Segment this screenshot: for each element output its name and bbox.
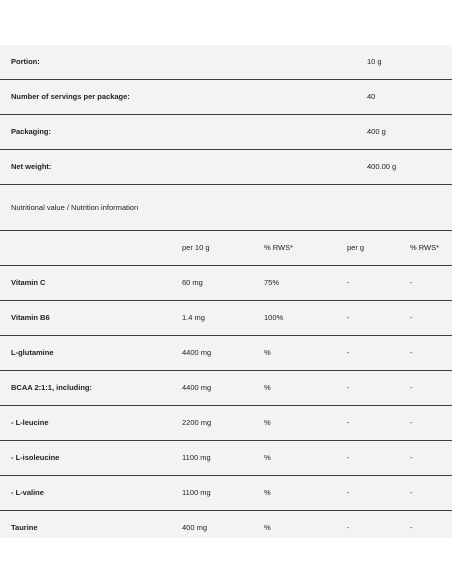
nutrient-rws-portion: % <box>264 348 271 357</box>
table-row <box>0 371 452 406</box>
nutrient-name: L-glutamine <box>11 348 54 357</box>
nutrient-rws-portion: % <box>264 453 271 462</box>
table-row <box>0 336 452 371</box>
column-header: per g <box>347 243 365 252</box>
nutrient-per-portion: 1100 mg <box>182 453 211 462</box>
nutrient-per-portion: 1100 mg <box>182 488 211 497</box>
nutrient-per-g: - <box>347 278 350 287</box>
table-row <box>0 441 452 476</box>
nutrient-rws-g: - <box>410 418 413 427</box>
nutrient-rws-portion: % <box>264 523 271 532</box>
nutrient-rws-portion: % <box>264 418 271 427</box>
spec-value: 400.00 g <box>367 162 397 171</box>
nutrient-per-portion: 400 mg <box>182 523 208 532</box>
nutrient-name: BCAA 2:1:1, including: <box>11 383 92 392</box>
spec-row-net-weight <box>0 150 452 185</box>
nutrient-rws-portion: % <box>264 488 271 497</box>
nutrient-per-g: - <box>347 383 350 392</box>
spec-value: 400 g <box>367 127 386 136</box>
nutrient-per-g: - <box>347 488 350 497</box>
column-header: % RWS* <box>410 243 440 252</box>
nutrient-name: Taurine <box>11 523 38 532</box>
nutrient-per-g: - <box>347 418 350 427</box>
nutrient-rws-g: - <box>410 488 413 497</box>
nutrient-rws-portion: 75% <box>264 278 280 287</box>
nutrient-rws-g: - <box>410 383 413 392</box>
column-header: per 10 g <box>182 243 210 252</box>
column-header: % RWS* <box>264 243 294 252</box>
spec-row-packaging <box>0 115 452 150</box>
nutrient-name: Vitamin C <box>11 278 46 287</box>
spec-row-servings <box>0 80 452 115</box>
table-row <box>0 476 452 511</box>
nutrient-name: Vitamin B6 <box>11 313 50 322</box>
nutrition-header-row <box>0 231 452 266</box>
nutrient-per-g: - <box>347 313 350 322</box>
nutrient-name: - L-isoleucine <box>11 453 60 462</box>
nutrition-heading: Nutritional value / Nutrition information <box>11 203 139 212</box>
nutrient-per-portion: 60 mg <box>182 278 203 287</box>
nutrition-table <box>0 45 452 538</box>
spec-value: 10 g <box>367 57 382 66</box>
nutrient-name: - L-leucine <box>11 418 49 427</box>
nutrient-per-g: - <box>347 348 350 357</box>
nutrient-per-portion: 2200 mg <box>182 418 212 427</box>
spec-label: Packaging: <box>11 127 52 136</box>
nutrient-per-portion: 4400 mg <box>182 383 212 392</box>
spec-row-portion <box>0 45 452 80</box>
nutrient-rws-g: - <box>410 453 413 462</box>
spec-label: Portion: <box>11 57 40 66</box>
nutrient-name: - L-valine <box>11 488 44 497</box>
nutrient-rws-portion: 100% <box>264 313 284 322</box>
nutrient-per-g: - <box>347 453 350 462</box>
table-row <box>0 406 452 441</box>
nutrient-per-portion: 4400 mg <box>182 348 212 357</box>
nutrient-rws-g: - <box>410 523 413 532</box>
nutrient-rws-g: - <box>410 278 413 287</box>
nutrient-rws-g: - <box>410 313 413 322</box>
nutrition-heading-row <box>0 185 452 231</box>
nutrient-rws-g: - <box>410 348 413 357</box>
table-row <box>0 301 452 336</box>
nutrient-per-portion: 1.4 mg <box>182 313 205 322</box>
table-row <box>0 511 452 546</box>
table-row <box>0 266 452 301</box>
spec-value: 40 <box>367 92 376 101</box>
spec-label: Number of servings per package: <box>11 92 130 101</box>
nutrient-per-g: - <box>347 523 350 532</box>
spec-label: Net weight: <box>11 162 52 171</box>
nutrient-rws-portion: % <box>264 383 271 392</box>
